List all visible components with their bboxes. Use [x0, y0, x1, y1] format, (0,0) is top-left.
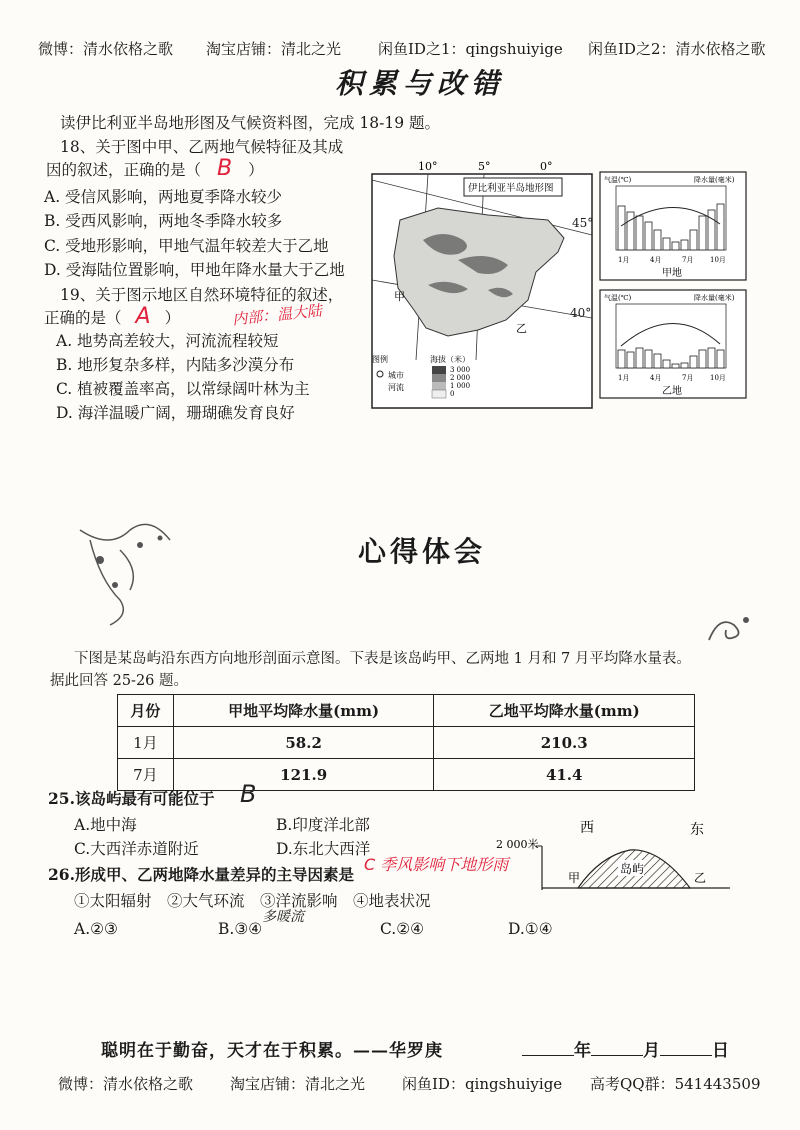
- table-header-b: 乙地平均降水量(mm): [434, 695, 695, 727]
- q26-option-c: C.②④: [380, 920, 425, 938]
- climate-a-label: 甲地: [662, 268, 682, 279]
- decorative-flourish-left: [70, 520, 210, 630]
- date-line: [522, 1036, 729, 1061]
- intro2-line1: 下图是某岛屿沿东西方向地形剖面示意图。下表是该岛屿甲、乙两地 1 月和 7 月平均降水量表。: [74, 651, 691, 667]
- map-legend-title: 图例: [372, 355, 388, 364]
- climate-chart-a: [598, 170, 748, 282]
- q26-option-d: D.①④: [508, 920, 553, 938]
- q25-option-a: A.地中海: [74, 816, 137, 834]
- q18-stem-1: 18、关于图中甲、乙两地气候特征及其成: [60, 138, 344, 156]
- map-legend-city: 城市: [388, 371, 404, 380]
- q26-option-b: B.③④: [218, 920, 263, 938]
- section-title-accumulate: 积累与改错: [335, 67, 506, 100]
- decorative-flourish-right: [704, 610, 754, 646]
- q26-handwritten-note2: 多暖流: [262, 909, 304, 925]
- q19-stem-2: 正确的是（ A ）: [44, 304, 181, 329]
- q25-stem: 25.该岛屿最有可能位于: [48, 789, 215, 808]
- climate-b-temp-unit: 气温(℃): [604, 294, 632, 302]
- table-row: 7月 121.9 41.4: [118, 759, 695, 791]
- q19-handwritten-answer: A: [135, 304, 151, 329]
- q19-option-a: A. 地势高差较大，河流流程较短: [56, 332, 279, 350]
- q18-option-b: B. 受西风影响，两地冬季降水较多: [44, 212, 283, 230]
- legend-elev-1000: 1 000: [450, 382, 471, 390]
- svg-text:1月: 1月: [618, 374, 630, 382]
- map-place-b: 乙: [516, 322, 527, 335]
- profile-b: 乙: [694, 871, 707, 885]
- q18-handwritten-answer: B: [217, 156, 233, 181]
- map-place-a: 甲: [394, 290, 405, 303]
- legend-elev-3000: 3 000: [450, 366, 471, 374]
- climate-a-temp-unit: 气温(℃): [604, 176, 632, 184]
- header-weibo: 微博：清水依格之歌: [38, 40, 174, 58]
- island-profile-diagram: [490, 808, 740, 898]
- svg-text:4月: 4月: [650, 374, 662, 382]
- profile-east: 东: [690, 822, 704, 838]
- section-title-reflection: 心得体会: [358, 535, 487, 568]
- header-taobao: 淘宝店铺：清北之光: [206, 40, 342, 58]
- lat-label-45: 45°: [572, 216, 594, 230]
- legend-elev-2000: 2 000: [450, 374, 471, 382]
- profile-west: 西: [580, 820, 594, 836]
- q26-factors: ①太阳辐射 ②大气环流 ③洋流影响 ④地表状况: [74, 892, 431, 910]
- climate-b-rain-unit: 降水量(毫米): [694, 294, 735, 302]
- table-header-a: 甲地平均降水量(mm): [173, 695, 434, 727]
- footer-qq: 高考QQ群：541443509: [590, 1075, 761, 1093]
- table-header-month: 月份: [118, 695, 174, 727]
- climate-chart-b: [598, 288, 748, 400]
- svg-text:10月: 10月: [710, 374, 726, 382]
- motto: 聪明在于勤奋，天才在于积累。——华罗庚: [101, 1041, 443, 1061]
- q18-stem-2: 因的叙述，正确的是（ B ）: [46, 156, 264, 181]
- precipitation-table: [117, 694, 695, 791]
- q25-option-b: B.印度洋北部: [276, 816, 370, 834]
- lat-label-40: 40°: [570, 306, 592, 320]
- q19-option-d: D. 海洋温暖广阔，珊瑚礁发育良好: [56, 404, 295, 422]
- intro-text: 读伊比利亚半岛地形图及气候资料图，完成 18-19 题。: [60, 114, 441, 132]
- q18-option-d: D. 受海陆位置影响，甲地年降水量大于乙地: [44, 261, 345, 279]
- footer-xianyu: 闲鱼ID：qingshuiyige: [402, 1075, 563, 1093]
- lon-label-5: 5°: [478, 160, 491, 173]
- intro2-line2: 据此回答 25-26 题。: [50, 673, 189, 689]
- svg-text:7月: 7月: [682, 256, 694, 264]
- map-legend-river: 河流: [388, 383, 404, 392]
- svg-text:4月: 4月: [650, 256, 662, 264]
- date-month: 月: [643, 1041, 660, 1061]
- footer-taobao: 淘宝店铺：清北之光: [230, 1075, 366, 1093]
- lon-label-0: 0°: [540, 160, 553, 173]
- q26-option-a: A.②③: [74, 920, 118, 938]
- map-legend-elev-title: 海拔（米）: [430, 355, 470, 364]
- climate-b-label: 乙地: [662, 386, 682, 397]
- q19-option-c: C. 植被覆盖率高，以常绿阔叶林为主: [56, 380, 310, 398]
- svg-text:1月: 1月: [618, 256, 630, 264]
- profile-island: 岛屿: [620, 862, 645, 876]
- profile-a: 甲: [568, 871, 581, 885]
- iberia-terrain-map: [368, 160, 596, 412]
- date-year: 年: [574, 1041, 591, 1061]
- climate-a-rain-unit: 降水量(毫米): [694, 176, 735, 184]
- table-row: 1月 58.2 210.3: [118, 727, 695, 759]
- header-xianyu2: 闲鱼ID之2：清水依格之歌: [588, 40, 766, 58]
- q19-stem-1: 19、关于图示地区自然环境特征的叙述，: [60, 286, 344, 304]
- q19-handwritten-note: 内部：温大陆: [231, 301, 323, 329]
- q25-option-c: C.大西洋赤道附近: [74, 840, 199, 858]
- svg-text:7月: 7月: [682, 374, 694, 382]
- q26-stem: 26.形成甲、乙两地降水量差异的主导因素是: [48, 865, 354, 884]
- q18-option-c: C. 受地形影响，甲地气温年较差大于乙地: [44, 237, 329, 255]
- q26-handwritten-note: C 季风影响下地形雨: [364, 855, 509, 874]
- profile-height-label: 2 000米: [496, 838, 539, 851]
- legend-elev-0: 0: [450, 390, 455, 398]
- q25-handwritten-answer: B: [240, 780, 257, 808]
- svg-text:10月: 10月: [710, 256, 726, 264]
- header-xianyu1: 闲鱼ID之1：qingshuiyige: [378, 40, 563, 58]
- date-day: 日: [712, 1041, 729, 1061]
- q18-option-a: A. 受信风影响，两地夏季降水较少: [44, 188, 283, 206]
- q19-option-b: B. 地形复杂多样，内陆多沙漠分布: [56, 356, 295, 374]
- q25-option-d: D.东北大西洋: [276, 840, 371, 858]
- map-title: 伊比利亚半岛地形图: [468, 183, 554, 194]
- lon-label-10: 10°: [418, 160, 438, 173]
- footer-weibo: 微博：清水依格之歌: [58, 1075, 194, 1093]
